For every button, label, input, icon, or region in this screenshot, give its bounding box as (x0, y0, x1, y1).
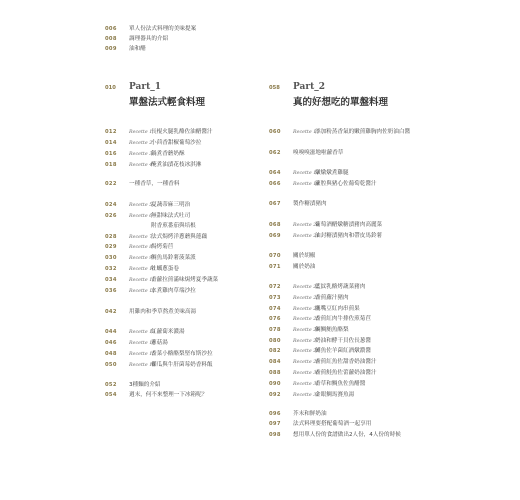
toc-entry[interactable] (105, 44, 146, 52)
entry-title: 油封糖漬豬肉和帶皮馬鈴薯 (315, 233, 383, 239)
recipe-number: Recette 32 (293, 393, 320, 398)
recipe-number: Recette 2 (129, 141, 153, 146)
part-2-heading (269, 82, 325, 92)
toc-entry[interactable] (269, 390, 354, 398)
part-1-heading (105, 82, 161, 92)
toc-entry[interactable] (105, 242, 173, 250)
page-number: 067 (269, 201, 281, 207)
entry-title: 3種麵的介紹 (129, 382, 161, 388)
entry-title: 鍋煮香蘑奶酥 (151, 151, 185, 157)
page-number: 078 (269, 327, 281, 333)
entry-title: 長棍火腿乳酪佐油醋醬汁 (151, 129, 213, 135)
page-number: 012 (105, 129, 117, 135)
toc-entry[interactable] (269, 127, 410, 135)
recipe-number: Recette 1 (129, 130, 153, 135)
recipe-number: Recette 13 (129, 330, 156, 335)
page-number: 050 (105, 362, 117, 368)
entry-title: 香煎紅肉牛排佐煎菊苣 (315, 316, 371, 322)
recipe-number: Recette 19 (293, 182, 320, 187)
entry-title: 鱒魚佐羊菌紅酒燉濃醬 (315, 348, 371, 354)
toc-entry[interactable] (269, 179, 377, 187)
recipe-number: Recette 18 (293, 171, 320, 176)
toc-entry[interactable] (105, 179, 179, 187)
entry-title: 奶油和酵干貝佐長葱醬 (315, 338, 371, 344)
entry-title: 香煎鮭魚佐蕾蘿奶油醬汁 (315, 370, 377, 376)
recipe-number: Recette 23 (293, 296, 320, 301)
recipe-number: Recette 12 (129, 289, 156, 294)
recipe-number: Recette 5 (129, 203, 153, 208)
entry-title: 香草和鯛魚佐魚醋醬 (315, 381, 366, 387)
page-number: 029 (105, 244, 117, 250)
entry-title: 鯛鯛鮪魚酪梨 (315, 327, 349, 333)
toc-entry[interactable] (105, 380, 161, 388)
entry-title: 一種香草，一種香料 (129, 181, 180, 187)
recipe-number: Recette 24 (293, 307, 320, 312)
entry-title: 燉燉燉煮雞腿 (315, 170, 349, 176)
toc-entry[interactable] (269, 199, 327, 207)
toc-entry[interactable] (105, 211, 190, 219)
toc-entry[interactable] (105, 390, 207, 398)
entry-title: 金眼鯛馬賽魚湯 (315, 392, 355, 398)
entry-title: 單人份法式料理的美味提案 (129, 26, 197, 32)
toc-entry[interactable] (269, 419, 371, 427)
toc-entry[interactable] (105, 264, 179, 272)
toc-entry[interactable] (105, 24, 196, 32)
page-number: 058 (269, 85, 280, 91)
entry-title: 嗅嗅嗅滋地啦蘿香草 (293, 150, 344, 156)
entry-title: 小茴香甜椒葡萄沙拉 (151, 140, 202, 146)
toc-entry[interactable] (269, 314, 371, 322)
page-number: 048 (105, 351, 117, 357)
toc-entry[interactable] (105, 275, 218, 283)
page-number: 026 (105, 213, 117, 219)
entry-title: 油和醋 (129, 46, 146, 52)
entry-title: 紅蘿蔔米濃湯 (151, 329, 185, 335)
entry-title: 藍紋乳酪烤蔬菜豬肉 (315, 284, 366, 290)
recipe-number: Recette 8 (129, 245, 153, 250)
toc-entry[interactable] (269, 409, 327, 417)
entry-title: 鷹嘴豆紅肉串煎果 (315, 306, 360, 312)
recipe-number: Recette 27 (293, 339, 320, 344)
entry-title: 法式焗烤洋蔥蘑與蓮藕 (151, 234, 207, 240)
page-number: 052 (105, 382, 117, 388)
entry-title: 製作糖漬豬肉 (293, 201, 327, 207)
page-number: 024 (105, 202, 117, 208)
entry-title: 添加粉蒸香氣的嫩煎雞胸肉佐奶油白醬 (315, 129, 411, 135)
recipe-number: Recette 30 (293, 371, 320, 376)
part-label: Part_2 (293, 82, 326, 92)
part-1-title: 單盤法式輕食料理 (129, 97, 206, 108)
page-number: 054 (105, 392, 117, 398)
page-number: 008 (105, 36, 117, 42)
entry-title: 週末，何不來整理一下冰箱呢？ (129, 392, 208, 398)
entry-title: 無甜味法式吐司 (151, 213, 191, 219)
recipe-number: Recette 6 (129, 214, 153, 219)
recipe-number: Recette 16 (129, 363, 156, 368)
page-number: 036 (105, 288, 117, 294)
entry-title: 鯛魚馬鈴薯菠菜派 (151, 255, 196, 261)
toc-entry[interactable] (269, 336, 371, 344)
page-number: 018 (105, 162, 117, 168)
page-number: 092 (269, 392, 281, 398)
recipe-number: Recette 3 (129, 152, 153, 157)
part-2-title: 真的好想吃的單盤料理 (293, 97, 389, 108)
toc-entry[interactable] (105, 138, 201, 146)
toc-entry[interactable] (105, 221, 196, 229)
page-number: 034 (105, 277, 117, 283)
page-number: 068 (269, 222, 281, 228)
recipe-number: Recette 25 (293, 317, 320, 322)
recipe-number: Recette 14 (129, 341, 156, 346)
entry-title: 葡萄酒醋燉糖漬豬肉高麗菜 (315, 222, 383, 228)
entry-title: 關於胡椒 (293, 253, 316, 259)
toc-entry[interactable] (269, 293, 349, 301)
entry-title: 想用單人份的食譜做出2人份，4人份的時候 (293, 432, 401, 438)
page-number: 084 (269, 359, 281, 365)
recipe-number: Recette 21 (293, 234, 320, 239)
toc-entry[interactable] (269, 346, 371, 354)
entry-title: 醃煮油漬花枝冰淇淋 (151, 162, 202, 168)
recipe-number: Recette 31 (293, 382, 320, 387)
recipe-number: Recette 7 (129, 235, 153, 240)
recipe-number: Recette 17 (293, 130, 320, 135)
page-number: 066 (269, 181, 281, 187)
toc-entry[interactable] (105, 338, 168, 346)
entry-title: 香煎紅魚佐甜香奶油醬汁 (315, 359, 377, 365)
toc-entry[interactable] (105, 286, 196, 294)
recipe-number: Recette 28 (293, 349, 320, 354)
entry-title: 櫛瓜與牛肝菌莓奶香料飯 (151, 362, 213, 368)
toc-entry[interactable] (105, 232, 207, 240)
entry-title: 芥末和鮮奶油 (293, 411, 327, 417)
page-number: 042 (105, 309, 117, 315)
toc-entry[interactable] (269, 304, 360, 312)
page-number: 022 (105, 181, 117, 187)
toc-entry[interactable] (105, 149, 185, 157)
page-number: 014 (105, 140, 117, 146)
entry-title: 焗烤菊苣 (151, 244, 174, 250)
recipe-number: Recette 15 (129, 352, 156, 357)
toc-entry[interactable] (105, 349, 213, 357)
page-number: 073 (269, 295, 281, 301)
recipe-number: Recette 22 (293, 285, 320, 290)
toc-entry[interactable] (105, 34, 168, 42)
page-number: 080 (269, 338, 281, 344)
toc-entry[interactable] (105, 360, 213, 368)
toc-entry[interactable] (269, 231, 382, 239)
entry-title: 夏蔬蒂麻三明治 (151, 202, 191, 208)
entry-title: 香菜小酪酪梨堅布斯沙拉 (151, 351, 213, 357)
page-number: 074 (269, 306, 281, 312)
toc-entry[interactable] (105, 160, 201, 168)
toc-entry[interactable] (269, 430, 401, 438)
toc-entry[interactable] (105, 127, 213, 135)
entry-title: 牡蠣蔥蛋卷 (151, 266, 179, 272)
entry-title: 香蘿拉煎滿味焗烤夏季蔬菜 (151, 277, 219, 283)
page-number: 064 (269, 170, 281, 176)
page-number: 098 (269, 432, 281, 438)
recipe-number: Recette 10 (129, 267, 156, 272)
page-number: 010 (105, 85, 116, 91)
page-number: 006 (105, 26, 117, 32)
toc-entry[interactable] (269, 379, 365, 387)
toc-entry[interactable] (269, 357, 377, 365)
toc-entry[interactable] (105, 327, 185, 335)
page-number: 062 (269, 150, 281, 156)
page-number: 082 (269, 348, 281, 354)
page-number: 076 (269, 316, 281, 322)
entry-title: 香煎蘿汁豬肉 (315, 295, 349, 301)
toc-entry[interactable] (269, 168, 349, 176)
part-label: Part_1 (129, 82, 162, 92)
page-number: 090 (269, 381, 281, 387)
page-number: 097 (269, 421, 281, 427)
page-number: 096 (269, 411, 281, 417)
entry-title: 關於奶油 (293, 264, 316, 270)
page-number: 028 (105, 234, 117, 240)
toc-entry[interactable] (105, 307, 196, 315)
toc-entry[interactable] (269, 368, 377, 376)
toc-entry[interactable] (269, 251, 315, 259)
toc-entry[interactable] (269, 262, 315, 270)
recipe-number: Recette 26 (293, 328, 320, 333)
page-number: 069 (269, 233, 281, 239)
recipe-number: Recette 29 (293, 360, 320, 365)
entry-title: 蘿腔與豬心佐葡萄乾醬汁 (315, 181, 377, 187)
entry-title: 用雞肉和季草熬煮美味高湯 (129, 309, 197, 315)
page-number: 032 (105, 266, 117, 272)
page-number: 071 (269, 264, 281, 270)
toc-entry[interactable] (269, 220, 382, 228)
entry-title: 蔥菇湯 (151, 340, 168, 346)
page-number: 044 (105, 329, 117, 335)
entry-title: 調理器具的介紹 (129, 36, 169, 42)
toc-entry[interactable] (105, 253, 196, 261)
page-number: 060 (269, 129, 281, 135)
entry-title: 法式料理要搭配葡萄酒一起享用 (293, 421, 372, 427)
toc-entry[interactable] (269, 282, 365, 290)
page-number: 016 (105, 151, 117, 157)
page-number: 088 (269, 370, 281, 376)
page-number: 070 (269, 253, 281, 259)
page-number: 072 (269, 284, 281, 290)
recipe-number: Recette 11 (129, 278, 156, 283)
page-number: 009 (105, 46, 117, 52)
toc-entry[interactable] (105, 200, 190, 208)
recipe-number: Recette 4 (129, 163, 153, 168)
recipe-number: Recette 9 (129, 256, 153, 261)
toc-entry[interactable] (269, 148, 343, 156)
recipe-number: Recette 20 (293, 223, 320, 228)
page-number: 046 (105, 340, 117, 346)
toc-entry[interactable] (269, 325, 349, 333)
page-number: 030 (105, 255, 117, 261)
entry-title: 水煮雞肉草端沙拉 (151, 288, 196, 294)
entry-title: 附香煎番茄與培根 (151, 223, 196, 229)
